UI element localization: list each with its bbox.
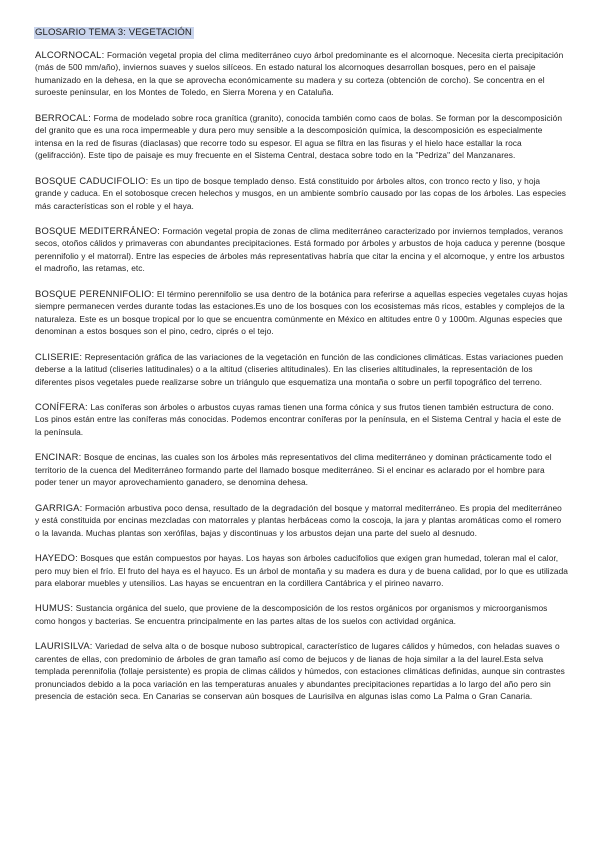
- glossary-entry-humus: [35, 602, 568, 627]
- glossary-definition: Formación vegetal propia del clima mediterráneo cuyo árbol predominante es el alcornoque. Necesita cierta precipitación (más de 500 mm/año), inviernos suaves y suelos silíceos. En estado natural los alcornoques desarrollan bosques, pero en el paisaje humanizado en la dehesa, en la que se aprovecha económicamente su madera y su corteza (obtención de corcho). Se concentra en el suroeste peninsular, en los Montes de Toledo, en Sierra Morena y en Cataluña.: [35, 50, 564, 98]
- glossary-definition: Formación arbustiva poco densa, resultado de la degradación del bosque y matorral mediterráneo. Es propia del mediterráneo y está constituida por encinas mezcladas con matorrales y plantas herbáceas como la coscoja, la jara y plantas aromáticas como el romero o la lavanda. Muchas plantas son xerófilas, bajas y discontinuas y los arbustos dejan una parte del suelo al desnudo.: [35, 502, 562, 538]
- glossary-definition: Variedad de selva alta o de bosque nuboso subtropical, característico de lugares cálidos y húmedos, con heladas suaves o carentes de ellas, con predominio de árboles de gran tamaño así como de bejucos y de lianas de hoja similar a la del laurel.Esta selva templada perennifolia (follaje persistente) es propia de climas cálidos y húmedos, con estaciones climáticas definidas, aunque sin contrastes pronunciados debido a la poca variación en las temperaturas anuales y abundantes precipitaciones repartidas a lo largo del año pero sin presencia de estación seca. En Canarias se conservan aún bosques de Laurisilva en algunas islas como La Palma o Gran Canaria.: [35, 641, 565, 702]
- glossary-entry-bosque-mediterraneo: [35, 225, 568, 275]
- glossary-definition: El término perennifolio se usa dentro de la botánica para referirse a aquellas especies vegetales cuyas hojas siempre permanecen verdes durante todas las estaciones.Es uno de los bosques con los ecosistemas más ricos, estables y complejos de la naturaleza. Este es un bosque tropical por lo que se encuentra comúnmente en México en altitudes entre 0 y 1000m. Algunas especies que denominan a estos bosques son el pino, cedro, ciprés o el tejo.: [35, 288, 568, 337]
- glossary-entry-laurisilva: [35, 640, 568, 702]
- glossary-entry-cliserie: [35, 351, 568, 388]
- glossary-term: HUMUS:: [35, 602, 74, 614]
- glossary-entry-bosque-perennifolio: [35, 288, 568, 338]
- glossary-definition: Es un tipo de bosque templado denso. Está constituido por árboles altos, con tronco recto y liso, y hoja grande y caduca. En el sotobosque crecen helechos y musgos, en un ambiente sombrío causado por las copas de los árboles. Las especies más características son el roble y el haya.: [35, 175, 566, 211]
- glossary-definition: Sustancia orgánica del suelo, que proviene de la descomposición de los restos orgánicos por organismos y microorganismos como hongos y bacterias. Se encuentra principalmente en las partes altas de los suelos con actividad orgánica.: [35, 603, 548, 626]
- glossary-term: HAYEDO:: [35, 552, 78, 564]
- glossary-term: CLISERIE:: [35, 350, 83, 362]
- glossary-entry-alcornocal: [35, 49, 568, 99]
- glossary-entry-bosque-caducifolio: [35, 175, 568, 212]
- glossary-term: ENCINAR:: [35, 451, 82, 463]
- glossary-entry-garriga: [35, 502, 568, 539]
- glossary-term: BOSQUE CADUCIFOLIO:: [35, 174, 149, 186]
- glossary-entry-berrocal: [35, 112, 568, 162]
- glossary-entry-encinar: [35, 451, 568, 488]
- glossary-term: BERROCAL:: [35, 111, 91, 123]
- glossary-entry-hayedo: [35, 552, 568, 589]
- glossary-entry-conifera: [35, 401, 568, 438]
- glossary-definition: Bosque de encinas, las cuales son los árboles más representativos del clima mediterráneo y dominan prácticamente todo el territorio de la cuenca del Mediterráneo formando parte del llamado bosque mediterráneo. Si el encinar es aclarado por el hombre para poder tener un mayor aprovechamiento ganadero, se denomina dehesa.: [35, 452, 552, 488]
- glossary-term: BOSQUE MEDITERRÁNEO:: [35, 224, 161, 236]
- glossary-definition: Bosques que están compuestos por hayas. Los hayas son árboles caducifolios que exigen gran humedad, toleran mal el calor, pero muy bien el frío. El fruto del haya es el hayuco. Es un árbol de montaña y su madera es dura y de buena calidad, por lo que es utilizada para elaborar muebles y utensilios. Las hayas se encuentran en la cordillera Cantábrica y el pirineo navarro.: [35, 553, 568, 588]
- glossary-definition: Representación gráfica de las variaciones de la vegetación en función de las condiciones climáticas. Estas variaciones pueden deberse a la latitud (cliseries latitudinales) o a la altitud (cliseries altitudinales). En las cliseries altitudinales, la representación de los diferentes pisos vegetales puede realizarse sobre un triángulo que esquematiza una montaña o sobre un perfil topográfico del terreno.: [35, 351, 564, 387]
- glossary-definition: Forma de modelado sobre roca granítica (granito), conocida también como caos de bolas. Se forman por la descomposición del granito que es una roca impermeable y dura pero muy sensible a la descomposición química, la descomposición es especialmente intensa en la red de fisuras (diaclasas) que recorre todo su espesor. El agua se filtra en las fisuras y el hielo hace estallar la roca (gelifracción). Este tipo de paisaje es muy frecuente en el Sistema Central, destaca sobre todo en la "Pedriza" del Manzanares.: [35, 112, 563, 161]
- glossary-term: LAURISILVA:: [35, 640, 93, 652]
- glossary-term: CONÍFERA:: [35, 400, 88, 412]
- glossary-term: ALCORNOCAL:: [35, 49, 105, 60]
- glossary-definition: Las coníferas son árboles o arbustos cuyas ramas tienen una forma cónica y sus frutos tienen también estructura de cono. Los pinos están entre las coníferas más conocidas. Podemos encontrar coníferas por la península, en el Sistema Central y hacia el este de la península.: [35, 401, 562, 437]
- document-page: [35, 22, 568, 716]
- page-title: GLOSARIO TEMA 3: VEGETACIÓN: [35, 27, 192, 38]
- glossary-term: BOSQUE PERENNIFOLIO:: [35, 287, 155, 299]
- glossary-term: GARRIGA:: [35, 501, 83, 513]
- glossary-definition: Formación vegetal propia de zonas de clima mediterráneo caracterizado por inviernos templados, veranos secos, otoños cálidos y primaveras con abundantes precipitaciones. Está formado por árboles y arbustos de hoja caduca y perenne (bosque perennifolio y el matorral). Entre las especies de árboles más representativas habría que citar la encina y el alcornoque, y entre los arbustos el madroño, las retamas, etc.: [35, 225, 566, 274]
